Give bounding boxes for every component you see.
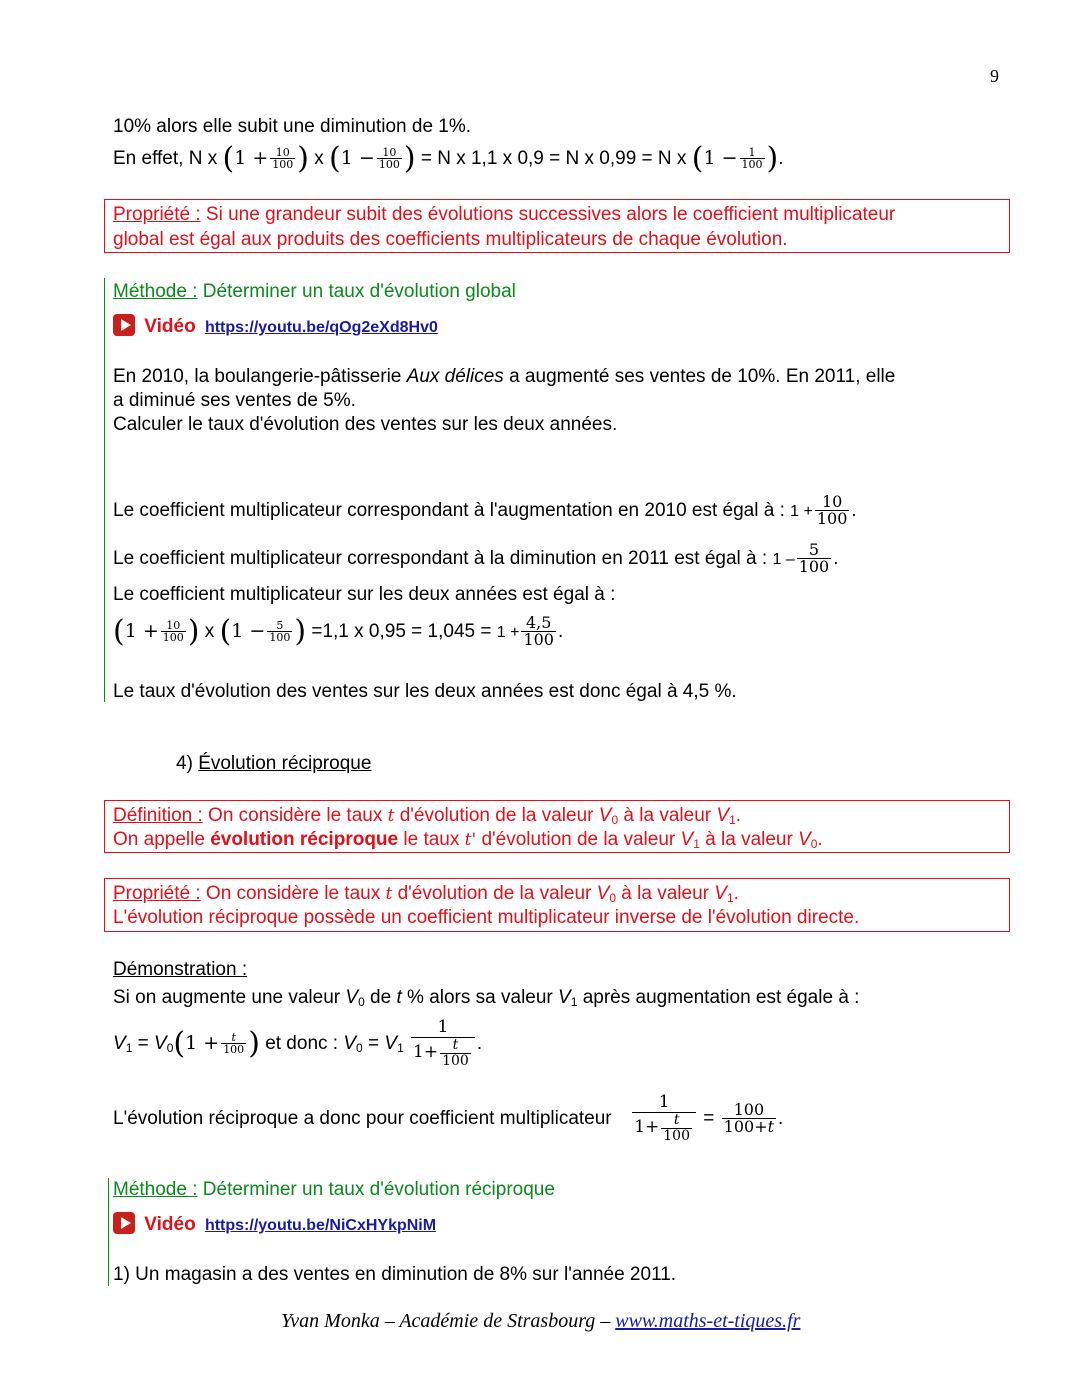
methode-1-video: Vidéo https://youtu.be/qOg2eXd8Hv0 (113, 314, 438, 340)
propriete-2-line-2: L'évolution réciproque possède un coefficient multiplicateur inverse de l'évolution directe. (113, 907, 860, 928)
methode-1-conclusion: Le taux d'évolution des ventes sur les deux années est donc égal à 4,5 %. (113, 681, 737, 702)
methode-1-paragraph-3: Calculer le taux d'évolution des ventes sur les deux années. (113, 414, 618, 435)
definition-line-1: Définition : On considère le taux t d'évolution de la valeur $V_0$ à la valeur $V_1$. (113, 805, 742, 827)
demonstration-line-1: Si on augmente une valeur $V_0$ de t % alors sa valeur $V_1$ après augmentation est égale à : (113, 987, 860, 1009)
footer: Yvan Monka – Académie de Strasbourg – www.maths-et-tiques.fr (281, 1310, 801, 1332)
demonstration-coefficient: L'évolution réciproque a donc pour coefficient multiplicateur 1 1+ $\frac{t}{100}$ = $\frac{100}{100+t}$ . (113, 1092, 784, 1144)
demonstration-equation: $V_1 = V_0(1$ + $\frac{t}{100}$ ) et donc : $V_0 = V_1$ 1 1+ $\frac{t}{100}$ . (113, 1017, 483, 1069)
methode-2-question-1: 1) Un magasin a des ventes en diminution de 8% sur l'année 2011. (113, 1264, 677, 1285)
section-4-heading: 4) Évolution réciproque (176, 753, 372, 774)
methode-1-paragraph-2: a diminué ses ventes de 5%. (113, 390, 356, 411)
propriete-1-line-1: Propriété : Si une grandeur subit des évolutions successives alors le coefficient multiplicateur (113, 204, 896, 225)
demonstration-label: Démonstration : (113, 959, 248, 980)
intro-line-1: 10% alors elle subit une diminution de 1%. (113, 116, 472, 137)
video-play-icon[interactable] (113, 1212, 135, 1234)
footer-link[interactable]: www.maths-et-tiques.fr (615, 1310, 801, 1332)
methode-2-video: Vidéo https://youtu.be/NiCxHYkpNiM (113, 1212, 436, 1238)
propriete-1-line-2: global est égal aux produits des coefficients multiplicateurs de chaque évolution. (113, 229, 788, 250)
coefficient-2010: Le coefficient multiplicateur correspondant à l'augmentation en 2010 est égal à : 1 + $\frac{10}{100}$ . (113, 491, 857, 529)
methode-1-paragraph-1: En 2010, la boulangerie-pâtisserie Aux délices a augmenté ses ventes de 10%. En 2011, elle (113, 366, 896, 387)
definition-line-2: On appelle évolution réciproque le taux t' d'évolution de la valeur $V_1$ à la valeur $V_0$. (113, 829, 823, 851)
methode-1-title: Méthode : Déterminer un taux d'évolution global (113, 281, 516, 302)
coefficient-global-calc: (1 + $\frac{10}{100}$ ) x (1 − $\frac{5}{100}$ ) =1,1 x 0,95 = 1,045 = 1 + $\frac{4,5}{100}$ . (113, 612, 564, 650)
methode-1-bar (104, 278, 105, 702)
intro-mid: = N x 1,1 x 0,9 = N x 0,99 = N x (420, 148, 687, 169)
page-number: 9 (990, 66, 999, 86)
intro-line-2: En effet, N x (1 + $\frac{10}{100}$ ) x (1 − $\frac{10}{100}$ ) = N x 1,1 x 0,9 = N x 0,99 = N x (1 − $\frac{1}{100}$ ). (113, 140, 784, 176)
video-link-1[interactable]: https://youtu.be/qOg2eXd8Hv0 (204, 319, 438, 336)
intro-prefix: En effet, N x (113, 148, 218, 169)
coefficient-2011: Le coefficient multiplicateur correspondant à la diminution en 2011 est égal à : 1 – $\frac{5}{100}$ . (113, 539, 839, 577)
video-play-icon[interactable] (113, 314, 135, 336)
methode-2-bar (108, 1178, 109, 1286)
video-link-2[interactable]: https://youtu.be/NiCxHYkpNiM (204, 1217, 437, 1234)
propriete-2-line-1: Propriété : On considère le taux t d'évolution de la valeur $V_0$ à la valeur $V_1$. (113, 883, 739, 905)
coefficient-global-label: Le coefficient multiplicateur sur les deux années est égal à : (113, 584, 616, 605)
intro-times: x (314, 148, 324, 169)
methode-2-title: Méthode : Déterminer un taux d'évolution réciproque (113, 1179, 555, 1200)
